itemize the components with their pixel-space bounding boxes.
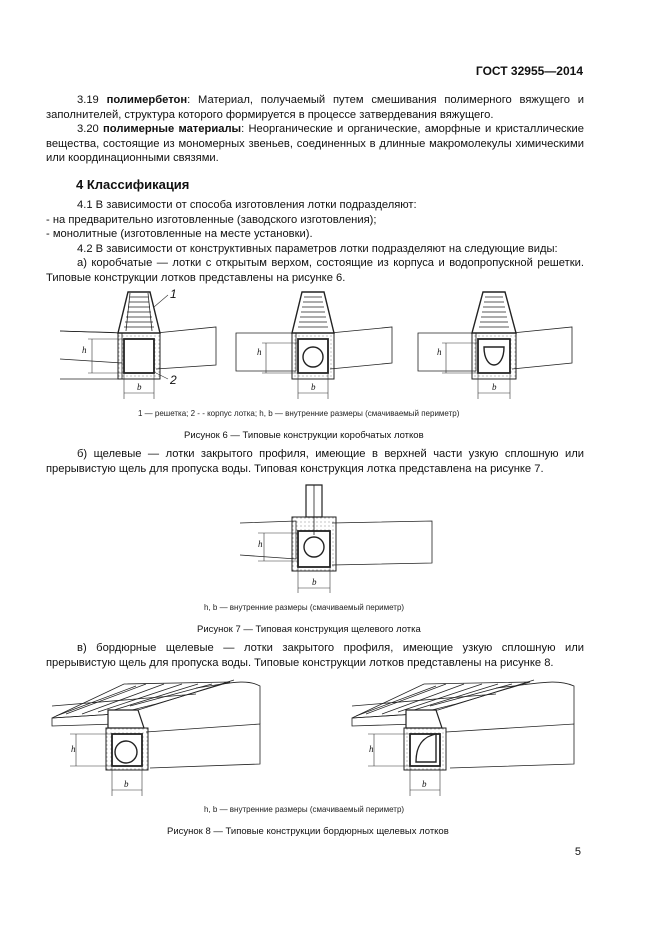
dim-b-label: b bbox=[137, 382, 142, 392]
clause-4-2-c: в) бордюрные щелевые — лотки закрытого профиля, имеющие узкую сплошную или прерывистую щель для пропуска воды. Типовые конструкции лотков представлены на рисунке 8. bbox=[46, 642, 584, 669]
clause-4-2: 4.2 В зависимости от конструктивных параметров лотки подразделяют на следующие виды: bbox=[77, 242, 558, 255]
figure-8-drawing bbox=[46, 676, 586, 801]
figure-6-drawing bbox=[46, 287, 586, 402]
figure-8-caption: Рисунок 8 — Типовые конструкции бордюрных щелевых лотков bbox=[167, 826, 449, 837]
clause-4-2-c-block bbox=[46, 641, 584, 670]
page-number: 5 bbox=[574, 846, 581, 858]
list-item: - на предварительно изготовленные (заводского изготовления); bbox=[46, 213, 377, 226]
classification-text bbox=[46, 198, 584, 286]
clause-number: 3.20 bbox=[77, 123, 99, 136]
dim-b-label: b bbox=[422, 779, 427, 789]
curb-slot-channel-oval bbox=[352, 680, 574, 796]
document-header: ГОСТ 32955—2014 bbox=[475, 64, 583, 78]
dim-b-label: b bbox=[124, 779, 129, 789]
clause-4-2-a: а) коробчатые — лотки с открытым верхом, состоящие из корпуса и водопропускной решетки. Типовые конструкции лотков представлены на рисунке 6. bbox=[46, 257, 584, 284]
dim-h-label: h bbox=[71, 744, 76, 754]
dim-h-label: h bbox=[82, 345, 87, 355]
definition-text: : Материал, получаемый путем смешивания полимерного вяжущего и заполнителей, структура которого формируется в процессе затвердевания вяжущего. bbox=[46, 94, 585, 121]
curb-slot-channel-round bbox=[52, 680, 260, 796]
definition-text: : Неорганические и органические, аморфные и кристаллические вещества, состоящие из мономерных звеньев, соединенных в длинные макромолекулы химическими или координационными связями. bbox=[46, 123, 585, 165]
box-channel-oval bbox=[418, 292, 572, 399]
figure-6-legend: 1 — решетка; 2 - - корпус лотка; h, b — внутренние размеры (смачиваемый периметр) bbox=[138, 409, 460, 418]
figure-7-legend: h, b — внутренние размеры (смачиваемый периметр) bbox=[204, 603, 405, 612]
callout-1: 1 bbox=[170, 287, 177, 301]
figure-7-caption: Рисунок 7 — Типовая конструкция щелевого лотка bbox=[197, 624, 421, 635]
dim-b-label: b bbox=[492, 382, 497, 392]
clause-4-2-b-block bbox=[46, 447, 584, 476]
dim-h-label: h bbox=[369, 744, 374, 754]
term: полимерные материалы bbox=[103, 123, 242, 136]
dim-h-label: h bbox=[437, 347, 442, 357]
clause-number: 3.19 bbox=[77, 94, 99, 106]
dim-h-label: h bbox=[257, 347, 262, 357]
clause-4-2-b: б) щелевые — лотки закрытого профиля, имеющие в верхней части узкую сплошную или прерывистую щель для пропуска воды. Типовая конструкция лотка представлена на рисунке 7. bbox=[46, 448, 584, 475]
figure-7-drawing bbox=[236, 485, 436, 600]
dim-b-label: b bbox=[312, 577, 317, 587]
section-title: 4 Классификация bbox=[76, 177, 190, 192]
definition-3-19 bbox=[46, 93, 584, 122]
dim-b-label: b bbox=[311, 382, 316, 392]
figure-6-caption: Рисунок 6 — Типовые конструкции коробчатых лотков bbox=[184, 430, 424, 441]
box-channel-round bbox=[236, 292, 392, 399]
callout-2: 2 bbox=[170, 373, 177, 387]
definitions-block bbox=[46, 93, 584, 166]
clause-4-1: 4.1 В зависимости от способа изготовления лотки подразделяют: bbox=[77, 199, 417, 211]
box-channel-rect bbox=[60, 287, 216, 399]
dim-h-label: h bbox=[258, 539, 263, 549]
list-item: - монолитные (изготовленные на месте установки). bbox=[46, 228, 313, 241]
figure-8-legend: h, b — внутренние размеры (смачиваемый периметр) bbox=[204, 805, 405, 814]
definition-3-20 bbox=[46, 122, 584, 166]
term: полимербетон bbox=[106, 94, 188, 106]
